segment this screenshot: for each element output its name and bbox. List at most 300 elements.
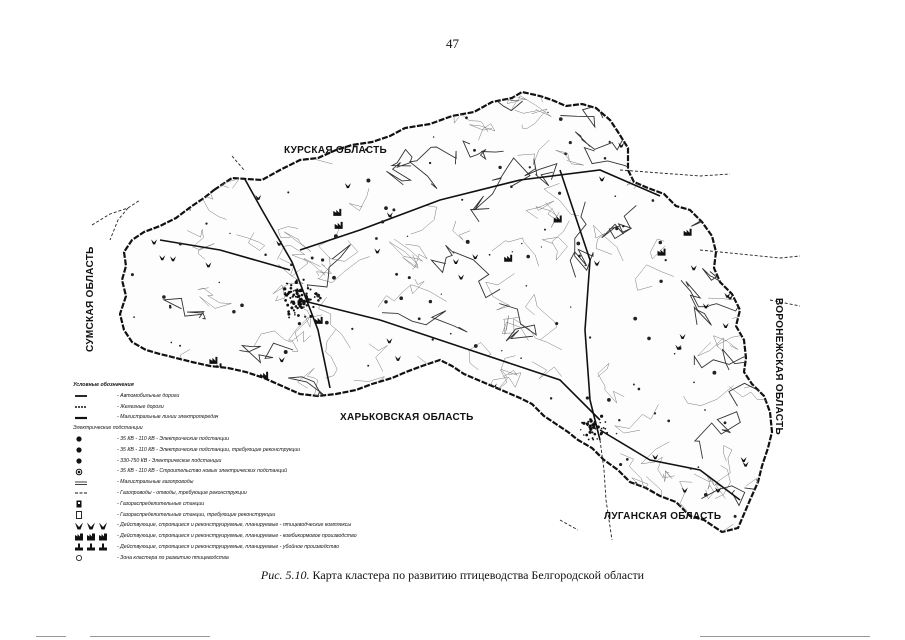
figure-label: Рис. 5.10.	[260, 568, 310, 582]
district-boundary	[653, 112, 693, 140]
settlement-marker	[407, 236, 408, 237]
settlement-marker	[760, 229, 762, 231]
settlement-marker	[576, 481, 577, 482]
legend-item	[73, 402, 433, 413]
city-marker	[290, 306, 293, 309]
settlement-marker	[759, 295, 762, 298]
district-boundary	[193, 130, 217, 146]
road-line	[492, 421, 511, 458]
settlement-marker	[622, 225, 625, 228]
poultry-complex-icon	[489, 494, 495, 499]
settlement-marker	[126, 242, 127, 243]
settlement-marker	[619, 463, 622, 466]
city-marker	[292, 295, 294, 297]
settlement-marker	[395, 273, 398, 276]
settlement-marker	[498, 166, 501, 169]
map-legend	[73, 380, 433, 564]
settlement-marker	[321, 258, 324, 261]
settlement-marker	[633, 384, 635, 386]
road-line	[136, 139, 186, 189]
district-boundary	[717, 254, 742, 270]
legend-item-label: - 35 КВ - 110 КВ - Электрические подстанции, требующие реконструкции	[117, 446, 301, 453]
poultry-complex-icon	[684, 159, 690, 164]
settlement-marker	[642, 524, 646, 528]
poultry-complex-icon	[551, 444, 557, 449]
city-marker	[306, 297, 308, 299]
settlement-marker	[229, 233, 230, 234]
settlement-marker	[489, 415, 492, 418]
settlement-marker	[672, 505, 676, 509]
city-marker	[297, 314, 300, 317]
city-marker	[310, 299, 312, 301]
city-marker	[603, 427, 605, 429]
settlement-marker	[661, 524, 663, 526]
settlement-marker	[325, 321, 329, 325]
city-marker	[290, 284, 292, 286]
city-marker	[314, 296, 316, 298]
settlement-marker	[680, 177, 684, 181]
external-boundary	[232, 156, 244, 170]
settlement-marker	[264, 254, 267, 256]
feed-plant-icon	[578, 448, 586, 455]
city-marker	[312, 306, 314, 308]
settlement-marker	[124, 152, 125, 153]
poultry-complex-icon	[561, 506, 567, 511]
district-boundary	[167, 89, 212, 118]
settlement-marker	[712, 371, 716, 375]
settlement-marker	[698, 466, 700, 468]
district-boundary	[201, 104, 240, 134]
settlement-marker	[461, 199, 463, 201]
settlement-marker	[564, 153, 567, 156]
legend-item	[73, 499, 433, 510]
legend-item	[73, 456, 433, 467]
settlement-marker	[729, 237, 731, 239]
city-marker	[601, 428, 603, 430]
poultry-complex-icon	[740, 239, 746, 244]
settlement-marker	[652, 199, 655, 202]
city-marker	[288, 310, 290, 312]
settlement-marker	[586, 396, 589, 399]
settlement-marker	[441, 293, 442, 294]
settlement-marker	[179, 162, 181, 164]
settlement-marker	[219, 282, 221, 284]
settlement-marker	[473, 149, 476, 152]
region-label-voronezh: ВОРОНЕЖСКАЯ ОБЛАСТЬ	[773, 298, 784, 435]
external-boundary	[560, 520, 578, 530]
legend-item	[73, 466, 433, 477]
settlement-marker	[179, 345, 181, 347]
settlement-marker	[392, 208, 395, 211]
legend-item-label: - Действующие, строящиеся и реконструируемые, планируемые - убойное производство	[117, 543, 339, 550]
settlement-marker	[205, 222, 207, 224]
settlement-marker	[585, 265, 586, 266]
city-marker	[301, 294, 304, 297]
settlement-marker	[498, 400, 500, 402]
city-marker	[588, 424, 591, 427]
city-marker	[288, 291, 291, 294]
settlement-marker	[618, 419, 620, 421]
settlement-marker	[465, 116, 468, 119]
city-marker	[285, 294, 288, 297]
legend-item-label: - Автомобильные дороги	[117, 392, 180, 399]
settlement-marker	[638, 388, 641, 391]
legend-item-label: - Действующие, строящиеся и реконструируемые, планируемые - птицеводческие комплексы	[117, 522, 352, 529]
settlement-marker	[544, 229, 546, 231]
poultry-complex-icon	[136, 224, 142, 229]
external-boundary	[620, 170, 730, 176]
settlement-marker	[759, 271, 761, 273]
road-line	[154, 175, 194, 212]
city-marker	[593, 433, 596, 436]
city-marker	[599, 422, 601, 424]
bottom-rule	[36, 636, 66, 637]
city-marker	[308, 300, 309, 301]
city-marker	[585, 434, 588, 437]
settlement-marker	[488, 488, 491, 491]
legend-item	[73, 445, 433, 456]
settlement-marker	[298, 322, 301, 325]
road-line	[746, 236, 848, 264]
road-line	[210, 76, 248, 113]
settlement-marker	[225, 132, 229, 136]
city-marker	[299, 299, 301, 301]
settlement-marker	[179, 242, 182, 245]
city-marker	[301, 299, 304, 302]
settlement-marker	[674, 353, 676, 355]
district-boundary	[300, 82, 342, 99]
settlement-marker	[501, 350, 502, 351]
district-boundary	[740, 305, 767, 324]
legend-item	[73, 542, 433, 553]
district-boundary	[550, 452, 583, 480]
substation-ring-icon	[73, 468, 117, 476]
city-marker	[315, 292, 318, 295]
legend-item-label: - Магистральные линии электропередач	[117, 414, 219, 421]
city-marker	[294, 312, 296, 314]
road-line	[171, 138, 226, 181]
legend-item-label: - Действующие, строящиеся и реконструируемые, планируемые - комбикормовое производство	[117, 533, 357, 540]
settlement-marker	[616, 433, 617, 434]
settlement-marker	[334, 234, 338, 238]
settlement-marker	[520, 357, 522, 359]
poultry-complex-icon	[749, 143, 755, 148]
settlement-marker	[765, 492, 769, 496]
settlement-marker	[557, 454, 561, 458]
settlement-marker	[690, 467, 692, 469]
city-marker	[294, 314, 296, 316]
poultry-complex-icon	[192, 147, 198, 152]
settlement-marker	[550, 397, 552, 399]
settlement-marker	[471, 382, 473, 384]
settlement-marker	[526, 255, 530, 259]
settlement-marker	[310, 94, 312, 96]
road-line	[687, 142, 755, 195]
legend-item-label: - 35 КВ - 110 КВ - Строительство новых электрических подстанций	[117, 468, 288, 475]
settlement-marker	[466, 240, 470, 244]
settlement-marker	[450, 333, 452, 335]
settlement-marker	[311, 257, 314, 260]
legend-item	[73, 423, 433, 434]
settlement-marker	[578, 255, 581, 258]
poultry-complex-icon	[633, 171, 639, 176]
city-marker	[600, 415, 603, 418]
poultry-complex-icon	[344, 139, 350, 144]
settlement-marker	[570, 306, 571, 307]
city-marker	[587, 425, 588, 426]
settlement-marker	[449, 376, 452, 379]
feed-plant-icon	[217, 373, 225, 380]
settlement-marker	[526, 285, 528, 287]
poultry-complex-icon	[753, 362, 759, 367]
legend-item	[73, 412, 433, 423]
road-line-icon	[73, 392, 117, 400]
settlement-marker	[559, 506, 562, 509]
feed-plant-icons-icon	[73, 533, 117, 541]
legend-item-label: - 330-750 КВ - Электрические подстанции	[117, 457, 222, 464]
city-marker	[304, 300, 306, 302]
settlement-marker	[381, 220, 384, 223]
city-marker	[592, 439, 594, 441]
settlement-marker	[489, 98, 491, 100]
settlement-marker	[659, 280, 662, 283]
city-marker	[284, 299, 287, 302]
settlement-marker	[210, 111, 212, 113]
settlement-marker	[159, 360, 160, 361]
settlement-marker	[408, 276, 411, 279]
gas-pipeline-icon	[73, 479, 117, 487]
road-line	[118, 98, 157, 147]
district-boundary	[495, 441, 517, 464]
city-marker	[304, 316, 306, 318]
settlement-marker	[510, 185, 513, 188]
settlement-marker	[375, 237, 378, 240]
city-marker	[300, 306, 303, 309]
figure-caption-text: Карта кластера по развитию птицеводства Белгородской области	[309, 568, 645, 582]
city-marker	[287, 313, 290, 316]
legend-item	[73, 434, 433, 445]
settlement-marker	[707, 206, 709, 208]
poultry-complex-icon	[467, 402, 473, 407]
legend-item	[73, 391, 433, 402]
legend-item-label: - Магистральные газопроводы	[117, 479, 194, 486]
figure-caption	[0, 568, 905, 583]
legend-item-label: - Железные дороги	[117, 403, 164, 410]
settlement-marker	[635, 482, 637, 484]
settlement-marker	[133, 117, 137, 121]
settlement-marker	[512, 251, 513, 252]
settlement-marker	[163, 181, 166, 184]
settlement-marker	[555, 322, 558, 325]
settlement-marker	[724, 421, 727, 424]
region-label-kharkov: ХАРЬКОВСКАЯ ОБЛАСТЬ	[340, 412, 474, 423]
legend-item-label: - 35 КВ - 110 КВ - Электрические подстанции	[117, 435, 230, 442]
settlement-marker	[133, 316, 135, 318]
district-boundary	[746, 159, 762, 184]
settlement-marker	[433, 136, 435, 138]
external-boundary	[92, 200, 140, 225]
settlement-marker	[767, 325, 771, 329]
legend-item	[73, 488, 433, 499]
legend-item	[73, 510, 433, 521]
settlement-marker	[734, 515, 737, 518]
road-line	[399, 103, 417, 125]
legend-title: Условные обозначения	[73, 382, 134, 388]
city-marker	[299, 289, 302, 292]
legend-item	[73, 520, 433, 531]
settlement-marker	[131, 145, 133, 147]
settlement-marker	[659, 241, 663, 245]
road-line	[538, 464, 581, 503]
road-line	[482, 449, 548, 483]
settlement-marker	[489, 254, 491, 256]
district-boundary	[217, 118, 249, 174]
settlement-marker	[432, 338, 434, 340]
settlement-marker	[367, 365, 369, 367]
settlement-marker	[427, 119, 429, 121]
city-marker	[296, 288, 298, 290]
settlement-marker	[366, 179, 370, 183]
district-boundary	[475, 477, 534, 517]
settlement-marker	[756, 153, 759, 156]
settlement-marker	[384, 206, 388, 210]
settlement-marker	[131, 273, 134, 276]
region-label-lugansk: ЛУГАНСКАЯ ОБЛАСТЬ	[604, 511, 722, 522]
settlement-marker	[665, 259, 667, 261]
district-boundary	[529, 424, 569, 465]
settlement-marker	[429, 300, 432, 303]
settlement-marker	[704, 493, 708, 497]
city-marker	[302, 279, 304, 281]
city-marker	[582, 422, 585, 425]
district-boundary	[178, 81, 238, 124]
city-marker	[604, 428, 606, 430]
city-marker	[580, 429, 581, 430]
settlement-marker	[290, 264, 293, 267]
settlement-marker	[558, 192, 561, 195]
city-marker	[604, 421, 606, 423]
poultry-complex-icon	[197, 128, 203, 133]
city-marker	[284, 292, 286, 294]
settlement-marker	[647, 337, 651, 341]
city-marker	[296, 279, 298, 281]
settlement-marker	[240, 303, 244, 307]
city-marker	[293, 290, 294, 291]
settlement-marker	[232, 310, 235, 313]
city-marker	[309, 288, 311, 290]
substation-dot-icon	[73, 446, 117, 454]
settlement-marker	[716, 139, 717, 140]
settlement-marker	[493, 467, 495, 469]
settlement-marker	[758, 507, 761, 510]
settlement-marker	[626, 458, 629, 461]
settlement-marker	[529, 166, 531, 168]
city-marker	[283, 287, 286, 290]
city-marker	[291, 300, 293, 302]
settlement-marker	[737, 295, 740, 298]
city-marker	[589, 428, 592, 431]
settlement-marker	[384, 300, 387, 303]
settlement-marker	[569, 141, 572, 144]
city-marker	[597, 425, 600, 428]
legend-item-label: - Газораспределительные станции, требующие реконструкции	[117, 511, 276, 518]
city-marker	[286, 304, 289, 307]
district-boundary	[537, 468, 564, 493]
substation-dot-icon	[73, 457, 117, 465]
settlement-marker	[723, 114, 726, 117]
district-boundary	[493, 452, 509, 490]
settlement-marker	[607, 398, 611, 402]
settlement-marker	[442, 312, 443, 313]
settlement-marker	[667, 420, 670, 423]
settlement-marker	[604, 157, 607, 160]
legend-item-label: - Зона кластера по развитию птицеводства	[117, 554, 229, 561]
city-marker	[583, 434, 585, 436]
settlement-marker	[178, 190, 180, 192]
legend-item-label: Электрические подстанции	[73, 425, 143, 432]
district-boundary	[737, 184, 754, 199]
settlement-marker	[711, 205, 714, 208]
city-marker	[303, 306, 305, 308]
settlement-marker	[589, 336, 591, 338]
road-line	[745, 222, 797, 274]
settlement-marker	[609, 141, 611, 143]
settlement-marker	[654, 412, 656, 414]
poultry-complex-icon	[749, 339, 755, 344]
region-label-kursk: КУРСКАЯ ОБЛАСТЬ	[284, 145, 387, 156]
settlement-marker	[127, 121, 130, 124]
settlement-marker	[418, 98, 421, 101]
settlement-marker	[693, 382, 695, 384]
settlement-marker	[463, 435, 467, 439]
settlement-marker	[615, 227, 618, 230]
district-boundary	[281, 104, 313, 128]
city-marker	[589, 418, 592, 421]
settlement-marker	[399, 296, 403, 300]
city-marker	[306, 304, 308, 306]
road-line	[749, 110, 801, 153]
city-marker	[290, 287, 293, 290]
settlement-marker	[277, 107, 280, 110]
settlement-marker	[346, 99, 349, 102]
city-marker	[319, 297, 322, 300]
settlement-marker	[572, 495, 576, 499]
settlement-marker	[547, 112, 548, 113]
gas-station-icon	[73, 500, 117, 508]
settlement-marker	[284, 350, 288, 354]
settlement-marker	[429, 162, 431, 164]
district-boundary	[697, 127, 713, 143]
settlement-marker	[135, 173, 137, 175]
city-marker	[289, 297, 291, 299]
settlement-marker	[614, 195, 616, 197]
external-boundary	[110, 208, 128, 240]
settlement-marker	[633, 317, 637, 321]
settlement-marker	[559, 117, 563, 121]
settlement-marker	[745, 512, 747, 514]
page-number: 47	[446, 36, 459, 51]
poultry-complex-icon	[240, 146, 246, 151]
district-boundary	[625, 488, 652, 511]
legend-item	[73, 477, 433, 488]
settlement-marker	[332, 276, 336, 280]
city-marker	[305, 292, 307, 294]
city-marker	[302, 302, 305, 305]
city-marker	[295, 305, 298, 308]
city-marker	[589, 431, 592, 434]
settlement-marker	[704, 409, 706, 411]
railway-line-icon	[73, 403, 117, 411]
